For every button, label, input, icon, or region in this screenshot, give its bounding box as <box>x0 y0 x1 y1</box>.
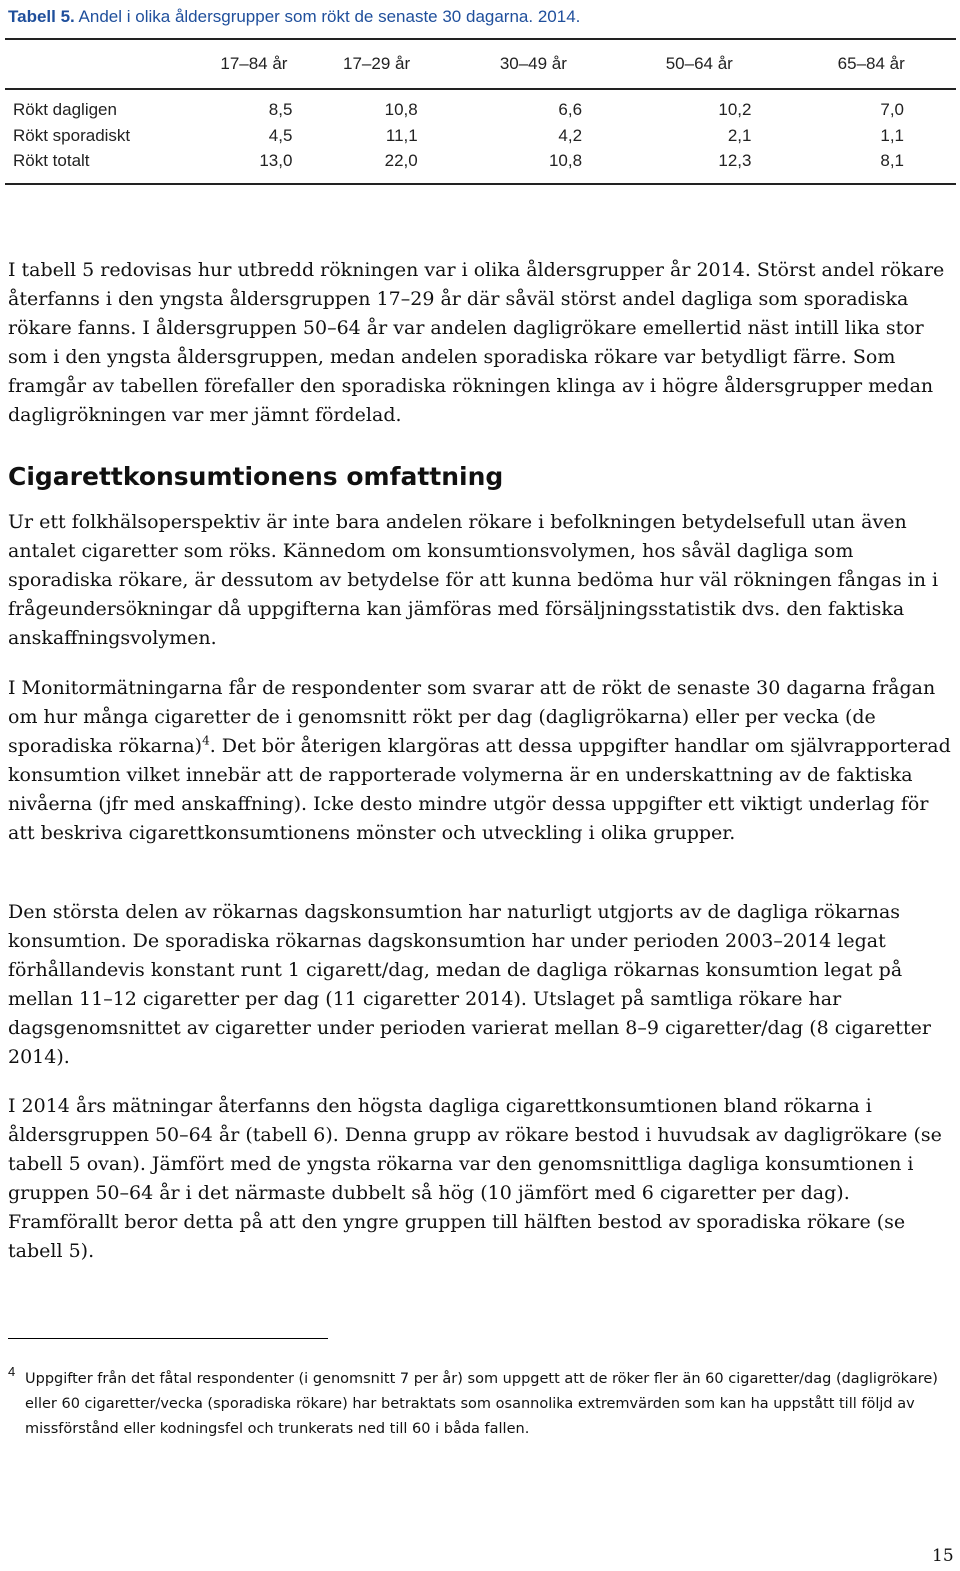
row-label: Rökt dagligen <box>13 100 117 119</box>
section-heading: Cigarettkonsumtionens omfattning <box>8 462 504 491</box>
table-cell: 4,5 <box>268 125 293 145</box>
table-cell: 8,5 <box>268 100 293 119</box>
footnote-divider <box>8 1338 328 1339</box>
paragraph-public-health: Ur ett folkhälsoperspektiv är inte bara andelen rökare i befolkningen betydelsefull utan även antalet cigaretter som röks. Kännedom om konsumtionsvolymen, hos såväl dagliga som sporadiska rökare, är dessutom av betydelse för att kunna bedöma hur väl rökningen fångas in i frågeundersökningar då uppgifterna kan jämföras med försäljningsstatistik dvs. den faktiska anskaffningsvolymen. <box>8 511 939 649</box>
table-cell: 22,0 <box>384 151 418 170</box>
footnote-number: 4 <box>8 1364 16 1379</box>
row-label: Rökt totalt <box>13 151 90 170</box>
footnote-text: Uppgifter från det fåtal respondenter (i genomsnitt 7 per år) som uppgett att de röker fler än 60 cigaretter/dag (dagligrökare) eller 60 cigaretter/vecka (sporadiska rökare) har betraktats som osannolika extremvärden som kan ha uppstått till följd av missförstånd eller kodningsfel och trunkerats ned till 60 i båda fallen. <box>25 1371 938 1437</box>
table-cell: 7,0 <box>880 100 904 119</box>
table-cell: 8,1 <box>880 151 904 170</box>
table-cell: 1,1 <box>880 125 904 145</box>
column-header: 50–64 år <box>612 39 786 89</box>
column-header: 30–49 år <box>455 39 612 89</box>
footnote-reference[interactable]: 4 <box>202 733 210 748</box>
table-cell: 10,8 <box>384 100 418 119</box>
table-cell: 12,3 <box>718 151 752 170</box>
table-row <box>5 151 956 184</box>
header-empty <box>5 39 209 89</box>
column-header: 17–84 år <box>209 39 298 89</box>
table-cell: 6,6 <box>558 100 583 119</box>
paragraph-age-group-consumption: I 2014 års mätningar återfanns den högsta dagliga cigarettkonsumtionen bland rökarna i åldersgruppen 50–64 år (tabell 6). Denna grupp av rökare bestod i huvudsak av dagligrökare (se tabell 5 ovan). Jämfört med de yngsta rökarna var den genomsnittliga dagliga konsumtionen i gruppen 50–64 år i det närmaste dubbelt så hög (10 jämfört med 6 cigaretter per dag). Framförallt beror detta på att den yngre gruppen till hälften bestod av sporadiska rökare (se tabell 5). <box>8 1095 942 1262</box>
table-cell: 10,2 <box>718 100 752 119</box>
paragraph-part: . Det bör återigen klargöras att dessa uppgifter handlar om självrapporterad konsumtion vilket innebär att de rapporterade volymerna är en underskattning av de faktiska nivåerna (jfr med anskaffning). Icke desto mindre utgör dessa uppgifter ett viktigt underlag för att beskriva cigarettkonsumtionens mönster och utveckling i olika grupper. <box>8 735 951 844</box>
table-caption <box>8 6 953 28</box>
table-row <box>5 120 956 151</box>
table-caption-text: Andel i olika åldersgrupper som rökt de senaste 30 dagarna. 2014. <box>74 7 581 26</box>
table-cell: 4,2 <box>558 125 583 145</box>
paragraph-daily-consumption: Den största delen av rökarnas dagskonsumtion har naturligt utgjorts av de dagliga rökarnas konsumtion. De sporadiska rökarnas dagskonsumtion har under perioden 2003–2014 legat förhållandevis konstant runt 1 cigarett/dag, medan de dagliga rökarnas konsumtion legat på mellan 11–12 cigaretter per dag (11 cigaretter 2014). Utslaget på samtliga rökare har dagsgenomsnittet av cigaretter under perioden varierat mellan 8–9 cigaretter/dag (8 cigaretter 2014). <box>8 901 931 1068</box>
paragraph-table-summary: I tabell 5 redovisas hur utbredd rökningen var i olika åldersgrupper år 2014. Störst andel rökare återfanns i den yngsta åldersgruppen 17–29 år där såväl störst andel dagliga som sporadiska rökare fanns. I åldersgruppen 50–64 år var andelen dagligrökare emellertid näst intill lika stor som i den yngsta åldersgruppen, medan andelen sporadiska rökare var betydligt färre. Som framgår av tabellen förefaller den sporadiska rökningen klinga av i högre åldersgrupper medan dagligrökningen var mer jämnt fördelad. <box>8 259 945 426</box>
column-header: 17–29 år <box>298 39 454 89</box>
page-number: 15 <box>932 1546 954 1566</box>
table-header-row <box>5 39 956 89</box>
table-cell: 10,8 <box>548 151 583 170</box>
row-label: Rökt sporadiskt <box>13 125 131 145</box>
table-cell: 2,1 <box>727 125 752 145</box>
smoking-age-table <box>5 38 956 185</box>
column-header: 65–84 år <box>786 39 956 89</box>
table-row <box>5 89 956 120</box>
paragraph-part: I Monitormätningarna får de respondenter som svarar att de rökt de senaste 30 dagarna frågan om hur många cigaretter de i genomsnitt rökt per dag (dagligrökarna) eller per vecka (de sporadiska rökarna) <box>8 677 936 757</box>
table-cell: 11,1 <box>385 125 418 145</box>
table-caption-label: Tabell 5. <box>8 7 75 26</box>
table-cell: 13,0 <box>259 151 293 170</box>
paragraph-monitor-measurements <box>8 674 956 848</box>
